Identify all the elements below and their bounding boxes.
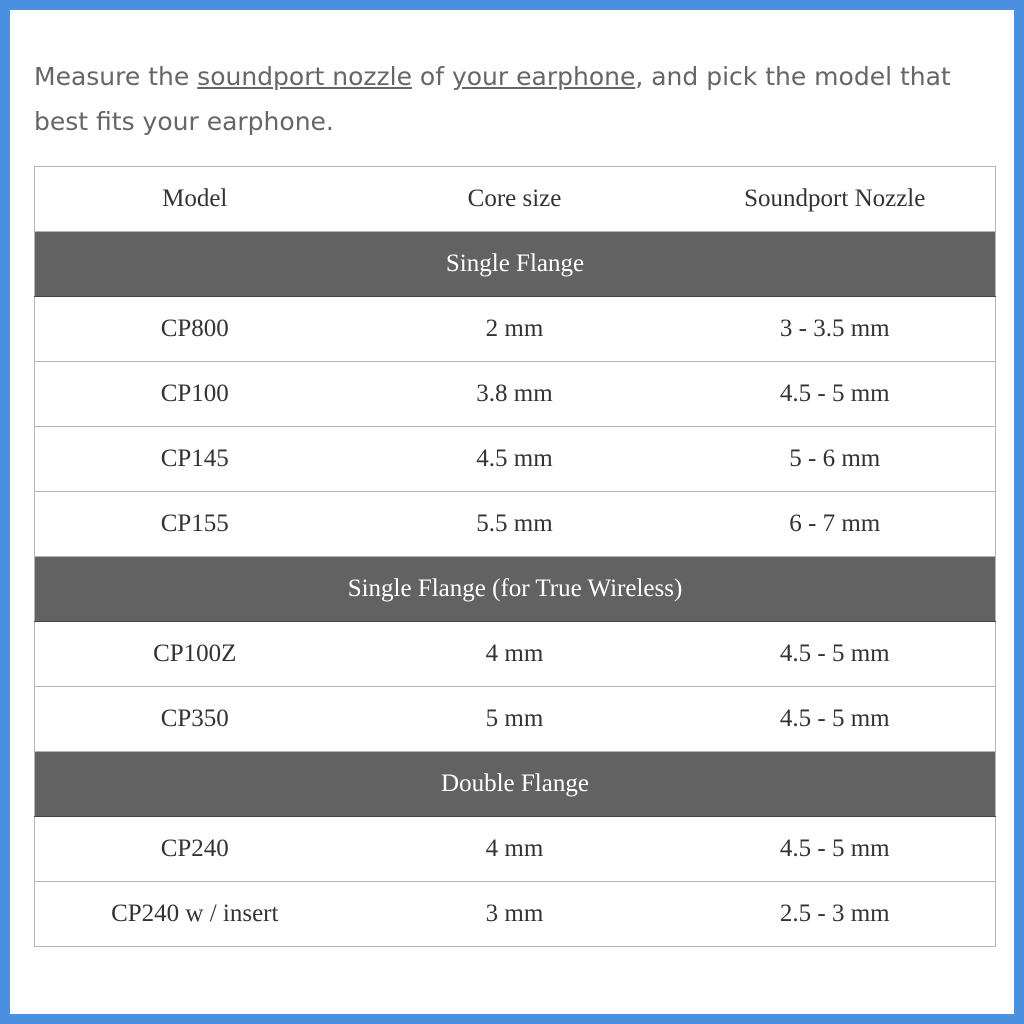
model-cell: CP155 xyxy=(35,492,355,557)
table-row xyxy=(35,362,996,427)
nozzle-cell: 4.5 - 5 mm xyxy=(675,817,996,882)
intro-middle: of xyxy=(411,62,452,91)
page-frame xyxy=(10,10,1014,1014)
table-row xyxy=(35,687,996,752)
model-cell: CP100 xyxy=(35,362,355,427)
table-row xyxy=(35,817,996,882)
header-soundport-nozzle: Soundport Nozzle xyxy=(675,167,996,232)
model-cell: CP800 xyxy=(35,297,355,362)
core-size-cell: 5.5 mm xyxy=(355,492,675,557)
core-size-cell: 4.5 mm xyxy=(355,427,675,492)
table-row xyxy=(35,622,996,687)
nozzle-cell: 5 - 6 mm xyxy=(675,427,996,492)
core-size-cell: 4 mm xyxy=(355,622,675,687)
group-header-row xyxy=(35,232,996,297)
group-title: Single Flange (for True Wireless) xyxy=(35,557,996,622)
table-row xyxy=(35,882,996,947)
intro-prefix: Measure the xyxy=(34,62,198,91)
core-size-cell: 3.8 mm xyxy=(355,362,675,427)
nozzle-cell: 2.5 - 3 mm xyxy=(675,882,996,947)
your-earphone-link[interactable]: your earphone xyxy=(451,62,636,91)
group-title: Double Flange xyxy=(35,752,996,817)
intro-text xyxy=(34,54,964,144)
model-cell: CP240 w / insert xyxy=(35,882,355,947)
core-size-cell: 4 mm xyxy=(355,817,675,882)
group-title: Single Flange xyxy=(35,232,996,297)
core-size-cell: 3 mm xyxy=(355,882,675,947)
model-cell: CP100Z xyxy=(35,622,355,687)
table-row xyxy=(35,492,996,557)
soundport-nozzle-link[interactable]: soundport nozzle xyxy=(197,62,412,91)
group-header-row xyxy=(35,557,996,622)
group-header-row xyxy=(35,752,996,817)
size-table xyxy=(34,166,996,947)
nozzle-cell: 4.5 - 5 mm xyxy=(675,687,996,752)
table-row xyxy=(35,427,996,492)
intro-suffix: , and pick the model that best fits your earphone. xyxy=(34,62,951,136)
table-header-row xyxy=(35,167,996,232)
nozzle-cell: 6 - 7 mm xyxy=(675,492,996,557)
nozzle-cell: 3 - 3.5 mm xyxy=(675,297,996,362)
core-size-cell: 2 mm xyxy=(355,297,675,362)
nozzle-cell: 4.5 - 5 mm xyxy=(675,362,996,427)
model-cell: CP240 xyxy=(35,817,355,882)
core-size-cell: 5 mm xyxy=(355,687,675,752)
nozzle-cell: 4.5 - 5 mm xyxy=(675,622,996,687)
header-core-size: Core size xyxy=(355,167,675,232)
model-cell: CP145 xyxy=(35,427,355,492)
model-cell: CP350 xyxy=(35,687,355,752)
table-row xyxy=(35,297,996,362)
header-model: Model xyxy=(35,167,355,232)
